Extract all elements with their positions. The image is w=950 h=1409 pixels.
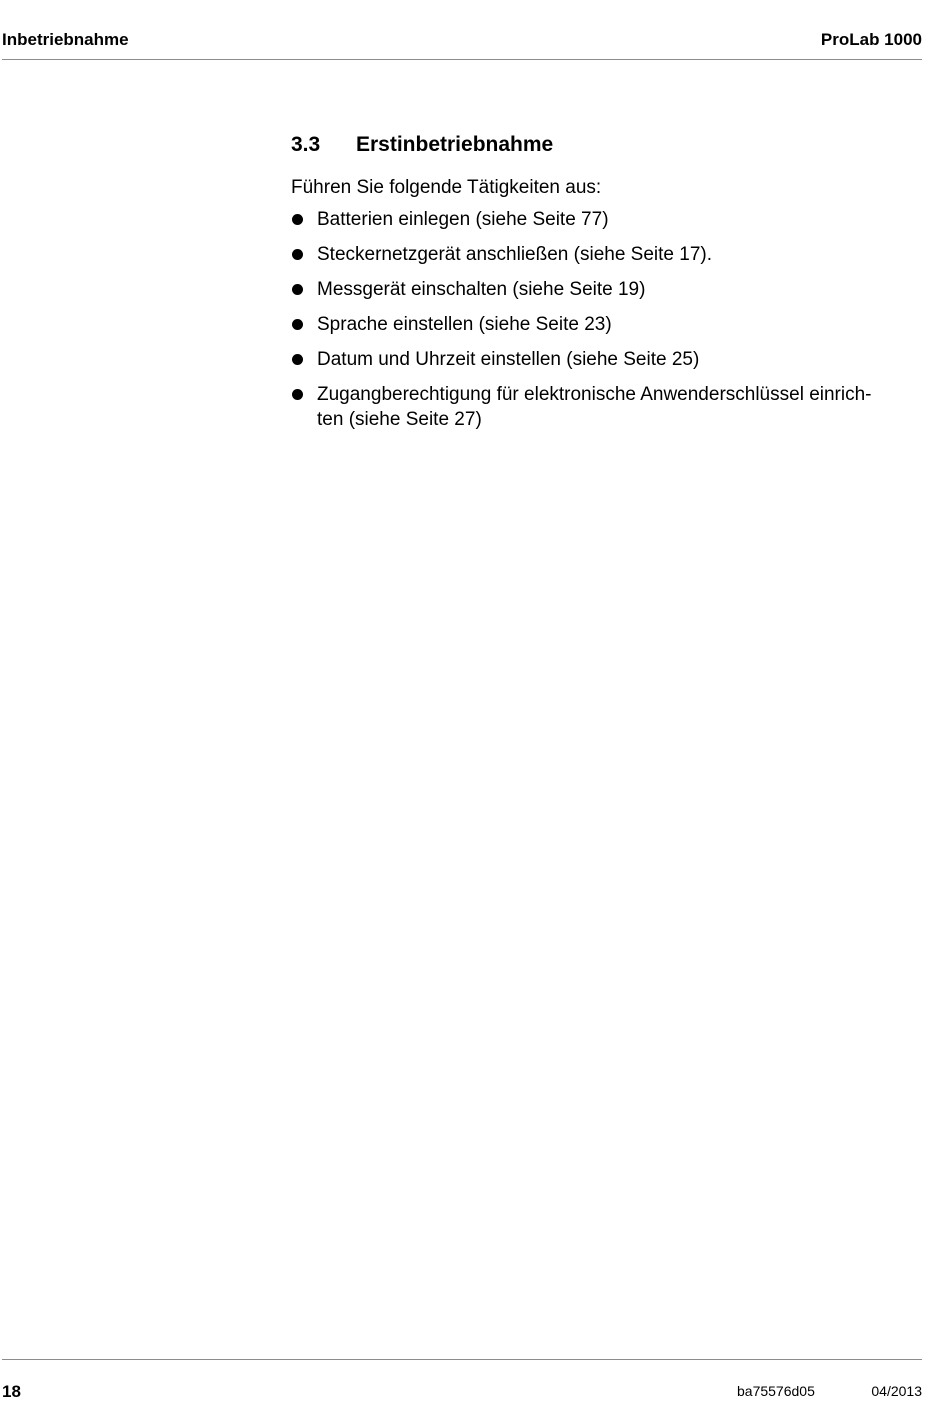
- list-item-text: Steckernetzgerät anschließen (siehe Seite 17).: [317, 244, 712, 265]
- bullet-icon: [292, 249, 303, 260]
- document-date: 04/2013: [871, 1383, 922, 1399]
- page-number: 18: [2, 1382, 21, 1401]
- list-item: [291, 347, 923, 372]
- footer-divider: [2, 1359, 922, 1360]
- chapter-title: Inbetriebnahme: [2, 30, 129, 49]
- section-title: Erstinbetriebnahme: [356, 133, 554, 156]
- list-item: [291, 242, 923, 267]
- bullet-icon: [292, 354, 303, 365]
- list-item-text: Sprache einstellen (siehe Seite 23): [317, 314, 612, 335]
- page-header: [2, 29, 922, 51]
- bullet-icon: [292, 284, 303, 295]
- main-content: [291, 130, 923, 442]
- intro-text: Führen Sie folgende Tätigkeiten aus:: [291, 177, 602, 198]
- product-name: ProLab 1000: [820, 30, 922, 49]
- list-item: [291, 382, 923, 432]
- list-item: [291, 277, 923, 302]
- section-number: 3.3: [291, 133, 321, 156]
- bullet-icon: [292, 389, 303, 400]
- list-item-text: Zugangberechtigung für elektronische Anwenderschlüssel einrich- ten (siehe Seite 27): [317, 384, 872, 430]
- document-id: ba75576d05: [737, 1383, 815, 1399]
- list-item: [291, 207, 923, 232]
- list-item-text: Messgerät einschalten (siehe Seite 19): [317, 279, 646, 300]
- task-list: [291, 207, 923, 432]
- header-divider: [2, 59, 922, 60]
- list-item: [291, 312, 923, 337]
- list-item-text: Batterien einlegen (siehe Seite 77): [317, 209, 609, 230]
- bullet-icon: [292, 319, 303, 330]
- section-heading: [291, 130, 923, 160]
- list-item-text: Datum und Uhrzeit einstellen (siehe Seite 25): [317, 349, 700, 370]
- bullet-icon: [292, 214, 303, 225]
